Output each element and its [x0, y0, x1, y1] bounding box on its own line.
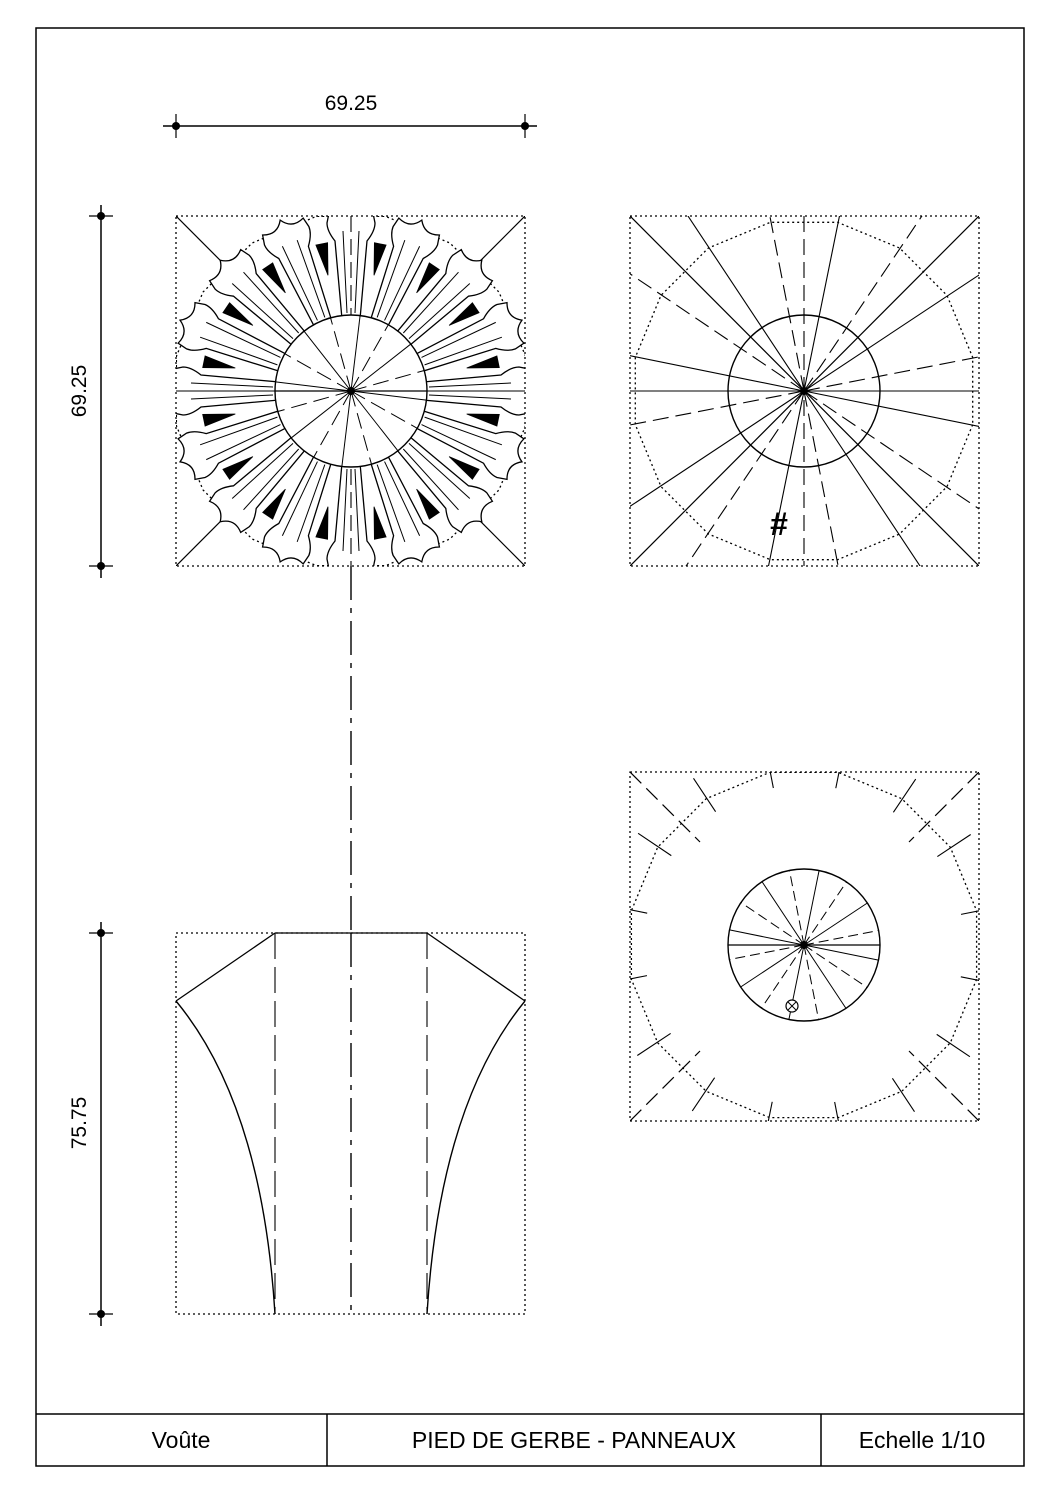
top-radial-line [804, 247, 1021, 391]
bottom-edge-tick [961, 907, 1000, 915]
bottom-panel-view [608, 749, 1001, 1142]
rib-shadow [374, 243, 386, 276]
bottom-edge-tick [608, 905, 647, 913]
top-radial-line [804, 391, 948, 608]
hash-mark: # [770, 506, 788, 542]
bottom-corner-line [909, 1051, 979, 1121]
elevation-chamfer-left [176, 933, 275, 1001]
plan-center-point [347, 387, 355, 395]
elevation-chamfer-right [427, 933, 525, 1001]
dimension-plan-width [163, 92, 537, 138]
rib-shadow [467, 356, 500, 368]
bottom-edge-tick [693, 778, 715, 811]
bottom-edge-tick [835, 1102, 843, 1141]
bottom-edge-tick [937, 1034, 970, 1056]
title-main: PIED DE GERBE - PANNEAUX [411, 1427, 737, 1453]
rib-shadow [316, 243, 328, 276]
top-radial-line [660, 174, 804, 391]
rib-shadow [467, 414, 500, 426]
bottom-corner-line [630, 772, 700, 842]
bottom-edge-tick [892, 1078, 914, 1111]
rib-shadow [203, 356, 236, 368]
plan-view-rosette [166, 206, 536, 576]
bottom-corner-line [630, 1051, 700, 1121]
dimension-plan-height [68, 205, 113, 578]
title-block [36, 1414, 1024, 1466]
bottom-edge-tick [766, 749, 774, 788]
title-scale: Echelle 1/10 [858, 1427, 986, 1453]
bottom-edge-tick [638, 833, 671, 855]
title-project: Voûte [151, 1427, 211, 1453]
bottom-edge-tick [692, 1078, 714, 1111]
top-center-point [800, 387, 808, 395]
rib-shadow [316, 507, 328, 540]
bottom-center-point [800, 941, 808, 949]
rib-shadow [374, 507, 386, 540]
bottom-edge-tick [836, 749, 844, 788]
dimension-label-width: 69.25 [324, 92, 378, 115]
elevation-view [176, 933, 525, 1314]
dimension-label-height: 69.25 [68, 364, 91, 418]
bottom-edge-tick [608, 976, 647, 984]
bottom-edge-tick [937, 834, 970, 856]
elevation-curve-right [427, 1001, 525, 1314]
top-panel-view [549, 136, 1058, 646]
dimension-elevation-height [68, 922, 113, 1326]
bottom-edge-tick [893, 779, 915, 812]
bottom-edge-tick [961, 977, 1000, 985]
rib-shadow [203, 414, 236, 426]
elevation-curve-left [176, 1001, 275, 1314]
dimension-label-elevation: 75.75 [68, 1096, 91, 1150]
bottom-corner-line [909, 772, 979, 842]
bottom-edge-tick [637, 1033, 670, 1055]
sheet-frame [36, 28, 1024, 1466]
